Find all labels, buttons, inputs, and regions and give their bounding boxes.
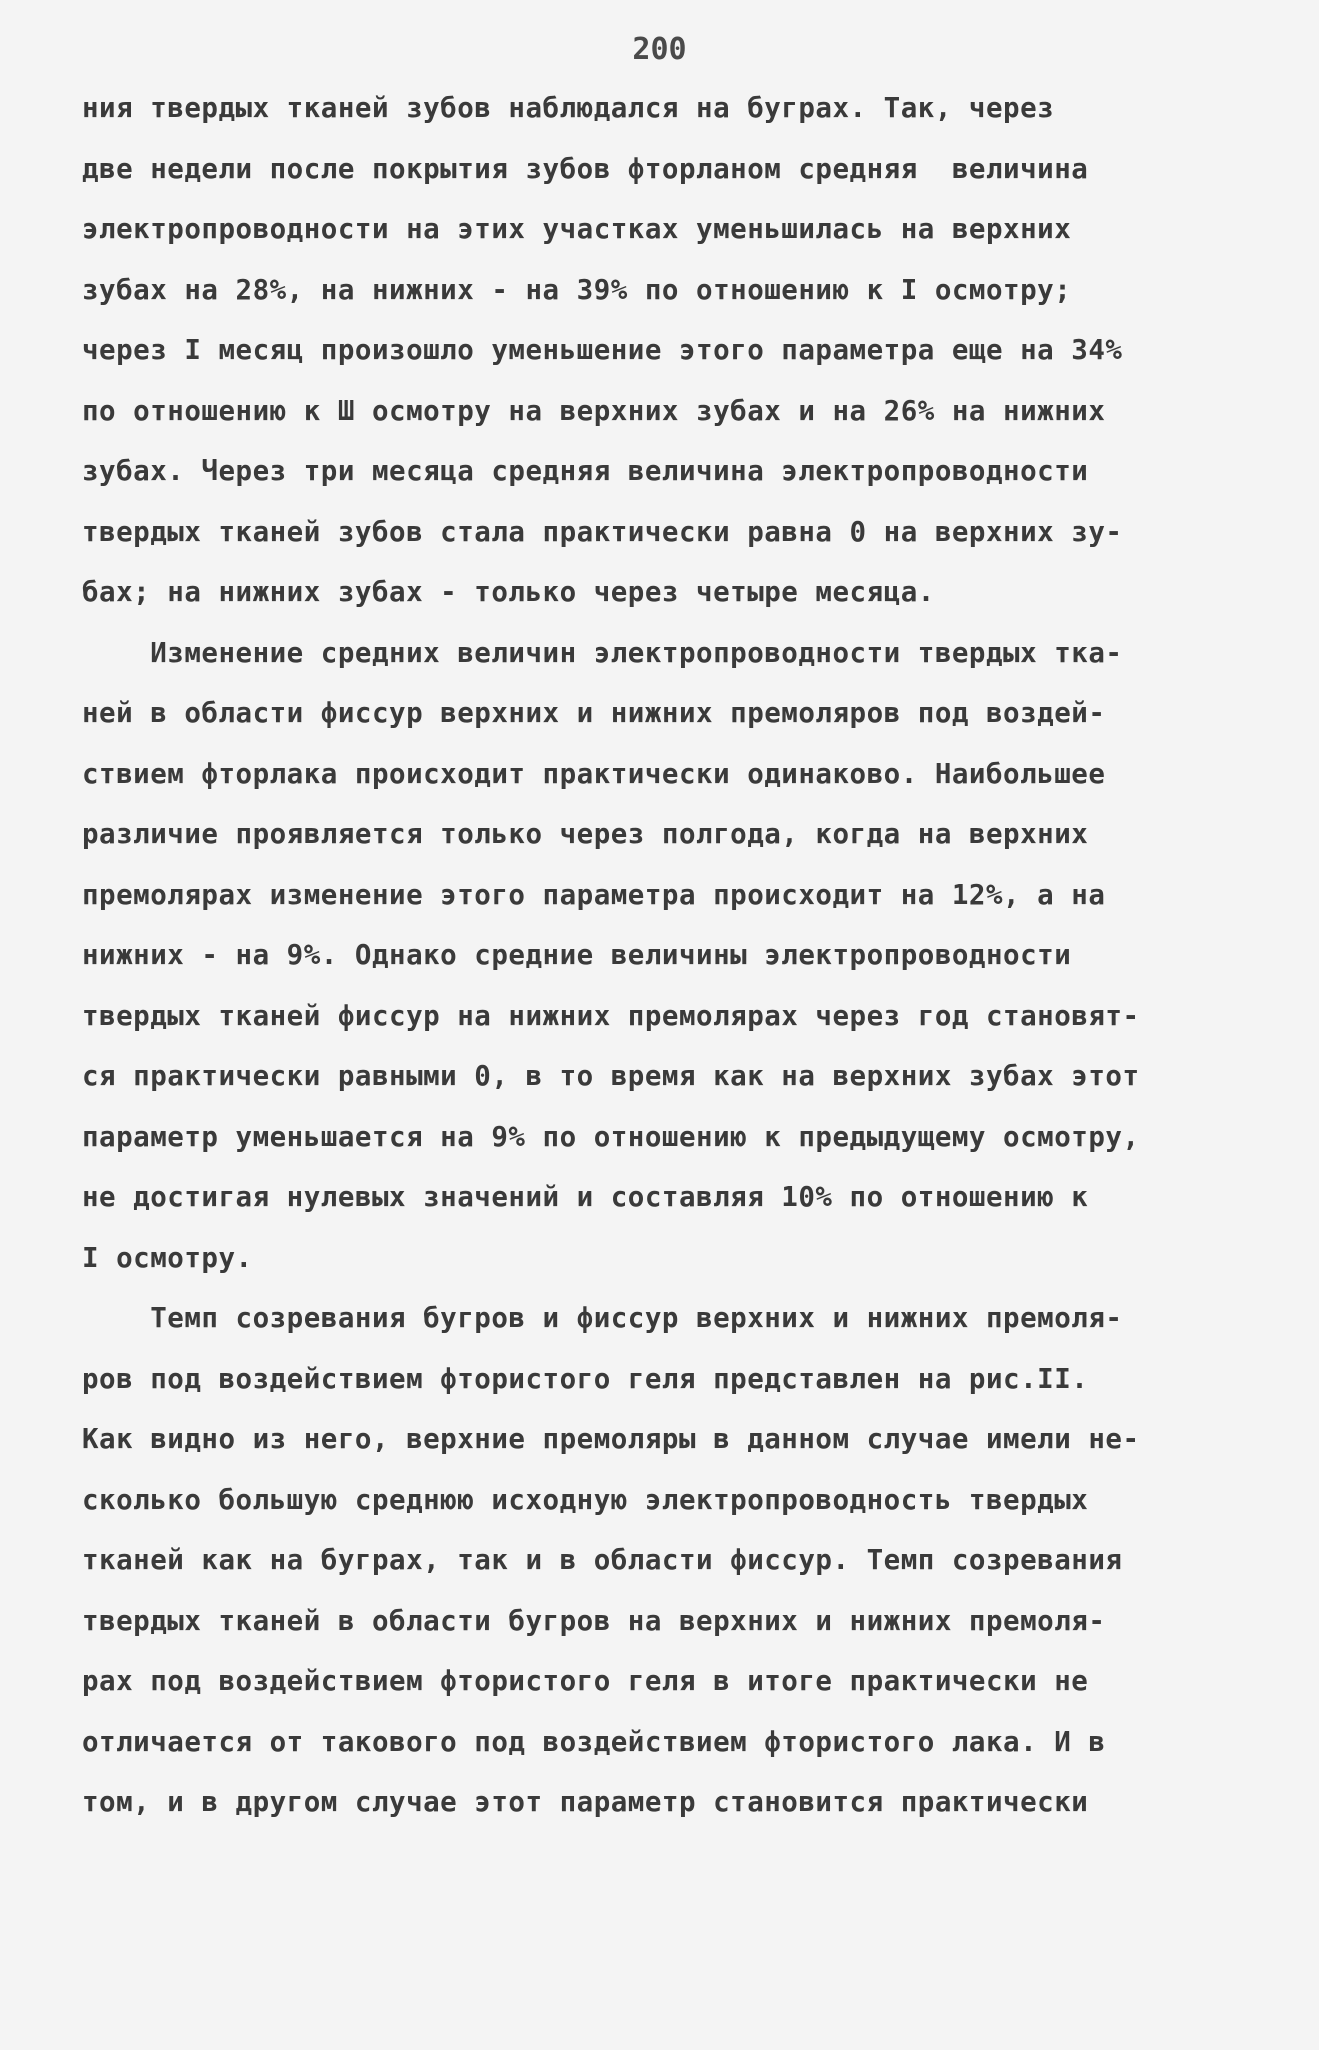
text-line: твердых тканей зубов стала практически равна 0 на верхних зу- xyxy=(82,515,1123,548)
text-line: по отношению к Ш осмотру на верхних зубах и на 26% на нижних xyxy=(82,394,1106,427)
text-line: твердых тканей в области бугров на верхних и нижних премоля- xyxy=(82,1604,1106,1637)
text-line: отличается от такового под воздействием фтористого лака. И в xyxy=(82,1725,1106,1758)
text-line: ния твердых тканей зубов наблюдался на буграх. Так, через xyxy=(82,92,1055,124)
text-line: параметр уменьшается на 9% по отношению к предыдущему осмотру, xyxy=(82,1120,1140,1153)
page-number: 200 xyxy=(632,32,687,67)
text-line: ствием фторлака происходит практически одинаково. Наибольшее xyxy=(82,757,1106,790)
text-line: нижних - на 9%. Однако средние величины электропроводности xyxy=(82,939,1072,971)
text-line: Изменение средних величин электропроводности твердых тка- xyxy=(82,636,1123,669)
text-line: различие проявляется только через полгода, когда на верхних xyxy=(82,818,1089,850)
text-line: через I месяц произошло уменьшение этого параметра еще на 34% xyxy=(82,334,1123,366)
text-line: Темп созревания бугров и фиссур верхних и нижних премоля- xyxy=(82,1302,1123,1334)
text-line: рах под воздействием фтористого геля в итоге практически не xyxy=(82,1665,1089,1697)
text-line: электропроводности на этих участках уменьшилась на верхних xyxy=(82,213,1072,245)
text-line: том, и в другом случае этот параметр становится практически xyxy=(82,1786,1089,1818)
text-line: ров под воздействием фтористого геля представлен на рис.II. xyxy=(82,1362,1089,1395)
text-line: зубах на 28%, на нижних - на 39% по отношению к I осмотру; xyxy=(82,273,1072,306)
text-line: ней в области фиссур верхних и нижних премоляров под воздей- xyxy=(82,697,1106,729)
text-line: бах; на нижних зубах - только через четыре месяца. xyxy=(82,576,935,608)
text-line: Как видно из него, верхние премоляры в данном случае имели не- xyxy=(82,1423,1140,1455)
text-line: две недели после покрытия зубов фторланом средняя величина xyxy=(82,152,1089,185)
body-text xyxy=(82,78,1237,1833)
text-line: сколько большую среднюю исходную электропроводность твердых xyxy=(82,1483,1089,1516)
text-line: ся практически равными 0, в то время как на верхних зубах этот xyxy=(82,1060,1140,1092)
text-line: премолярах изменение этого параметра происходит на 12%, а на xyxy=(82,878,1106,911)
text-line: I осмотру. xyxy=(82,1241,253,1274)
text-line: не достигая нулевых значений и составляя 10% по отношению к xyxy=(82,1181,1089,1213)
text-line: тканей как на буграх, так и в области фиссур. Темп созревания xyxy=(82,1544,1123,1576)
text-line: зубах. Через три месяца средняя величина электропроводности xyxy=(82,455,1089,487)
text-line: твердых тканей фиссур на нижних премолярах через год становят- xyxy=(82,999,1140,1032)
